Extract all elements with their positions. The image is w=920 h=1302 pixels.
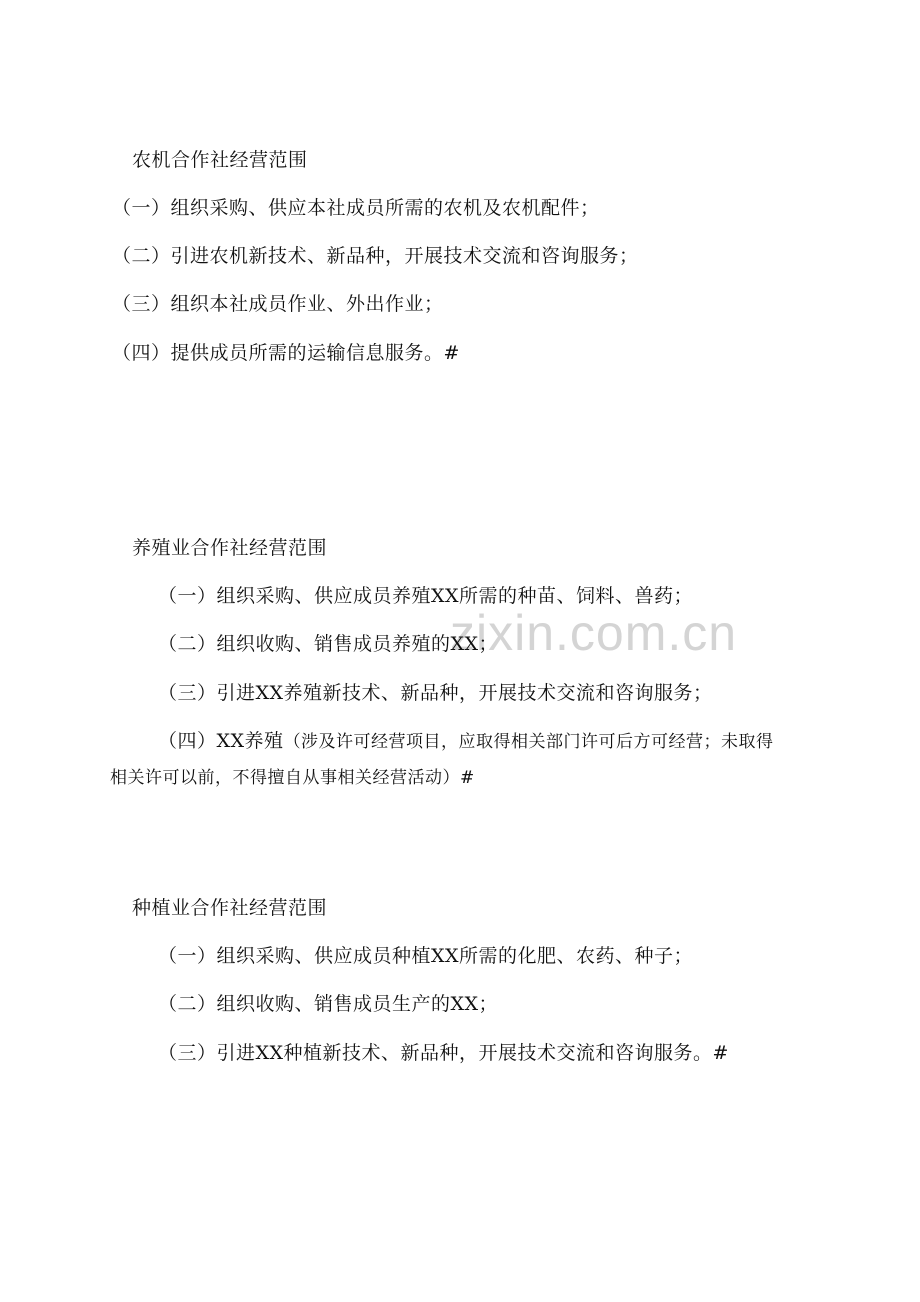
list-item-note: （涉及许可经营项目，应取得相关部门许可后方可经营；未取得 — [283, 732, 774, 752]
section-title-farm-machinery: 农机合作社经营范围 — [132, 149, 308, 171]
list-item — [158, 728, 774, 755]
list-item: （二）组织收购、销售成员养殖的XX； — [158, 633, 499, 655]
list-item: （一）组织采购、供应本社成员所需的农机及农机配件； — [112, 197, 600, 219]
list-item: （二）组织收购、销售成员生产的XX； — [158, 993, 499, 1015]
list-item: （一）组织采购、供应成员种植XX所需的化肥、农药、种子； — [158, 945, 694, 967]
list-item: （一）组织采购、供应成员养殖XX所需的种苗、饲料、兽药； — [158, 585, 694, 607]
list-item: （二）引进农机新技术、新品种，开展技术交流和咨询服务； — [112, 245, 639, 267]
list-item-prefix: （四）XX养殖 — [158, 730, 284, 752]
list-item: （三）引进XX种植新技术、新品种，开展技术交流和咨询服务。# — [158, 1042, 729, 1064]
list-item: （三）引进XX养殖新技术、新品种，开展技术交流和咨询服务； — [158, 682, 713, 704]
watermark-text: zixin.com.cn — [450, 605, 738, 661]
list-item: （四）提供成员所需的运输信息服务。# — [112, 342, 460, 364]
list-item-note-continued: 相关许可以前，不得擅自从事相关经营活动）# — [110, 768, 475, 788]
section-title-planting: 种植业合作社经营范围 — [132, 897, 328, 919]
section-title-breeding: 养殖业合作社经营范围 — [132, 537, 328, 559]
list-item: （三）组织本社成员作业、外出作业； — [112, 293, 444, 315]
